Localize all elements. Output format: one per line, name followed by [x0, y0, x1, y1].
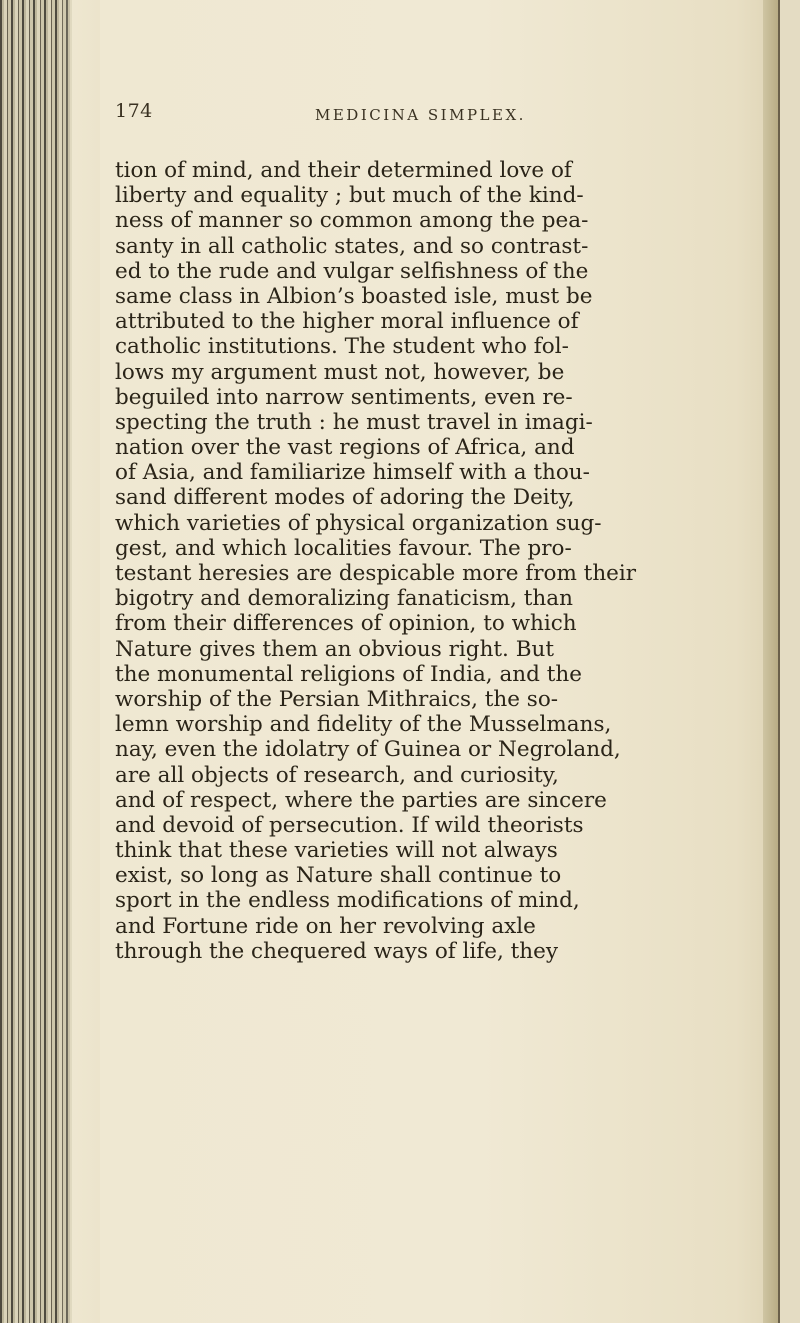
text-line: lows my argument must not, however, be: [115, 359, 565, 385]
body-text: [115, 158, 750, 964]
text-line: the monumental religions of India, and the: [115, 661, 582, 687]
text-line: which varieties of physical organization sug-: [115, 510, 602, 536]
text-line: and of respect, where the parties are sincere: [115, 787, 607, 813]
text-line: sport in the endless modifications of mind,: [115, 888, 580, 914]
text-line: bigotry and demoralizing fanaticism, than: [115, 586, 573, 612]
text-line: lemn worship and fidelity of the Musselmans,: [115, 712, 612, 738]
text-line: nation over the vast regions of Africa, and: [115, 435, 575, 461]
text-line: Nature gives them an obvious right. But: [115, 636, 555, 662]
text-line: exist, so long as Nature shall continue to: [115, 863, 562, 889]
text-line: ness of manner so common among the pea-: [115, 208, 589, 234]
text-line: and Fortune ride on her revolving axle: [115, 913, 536, 939]
page-number: 174: [115, 100, 153, 122]
adjacent-page-strip: [778, 0, 800, 1323]
text-line: ed to the rude and vulgar selfishness of the: [115, 258, 589, 284]
text-line: tion of mind, and their determined love of: [115, 158, 572, 183]
text-line: are all objects of research, and curiosity,: [115, 762, 559, 788]
text-line: from their differences of opinion, to which: [115, 611, 577, 637]
page-header: [115, 100, 735, 130]
text-line: catholic institutions. The student who fol-: [115, 334, 569, 360]
text-line: same class in Albion’s boasted isle, must be: [115, 283, 593, 309]
text-line: testant heresies are despicable more from their: [115, 561, 637, 586]
text-line: sand different modes of adoring the Deity,: [115, 485, 575, 511]
text-line: beguiled into narrow sentiments, even re-: [115, 384, 573, 410]
text-line: specting the truth : he must travel in imagi-: [115, 409, 593, 435]
text-line: liberty and equality ; but much of the kind-: [115, 183, 584, 209]
text-line: gest, and which localities favour. The pro-: [115, 535, 572, 561]
text-line: worship of the Persian Mithraics, the so-: [115, 686, 559, 712]
gutter-shadow: [60, 0, 100, 1323]
text-line: of Asia, and familiarize himself with a thou-: [115, 460, 590, 486]
running-head: MEDICINA SIMPLEX.: [315, 106, 526, 124]
text-line: nay, even the idolatry of Guinea or Negroland,: [115, 737, 621, 763]
text-line: through the chequered ways of life, they: [115, 938, 559, 964]
text-line: think that these varieties will not always: [115, 838, 558, 864]
text-line: and devoid of persecution. If wild theorists: [115, 812, 584, 838]
text-line: attributed to the higher moral influence of: [115, 309, 579, 335]
text-line: santy in all catholic states, and so contrast-: [115, 233, 589, 259]
